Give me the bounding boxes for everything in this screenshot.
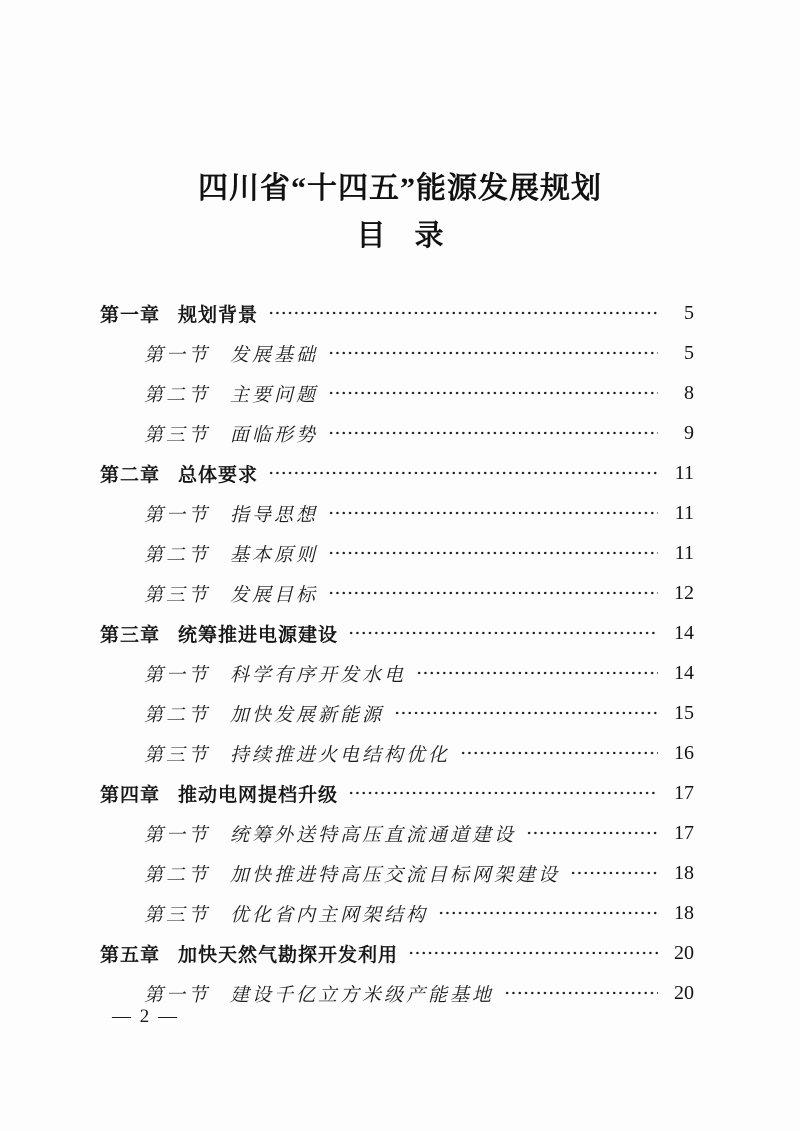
toc-heading: 目 录 bbox=[356, 220, 444, 252]
toc-page-number: 17 bbox=[674, 781, 694, 804]
toc-entry bbox=[100, 413, 694, 453]
toc-entry-title: 统筹外送特高压直流通道建设 bbox=[230, 824, 517, 846]
toc-leader-dots bbox=[504, 991, 658, 995]
toc-entry-number: 第二节 bbox=[144, 704, 211, 726]
toc-entry bbox=[100, 933, 694, 973]
toc-entry-title: 推动电网提档升级 bbox=[178, 784, 339, 806]
toc-leader-dots bbox=[268, 311, 658, 315]
toc-entry-title: 加快发展新能源 bbox=[230, 704, 385, 726]
toc-leader-dots bbox=[328, 511, 658, 515]
toc-page-number: 14 bbox=[674, 621, 694, 644]
toc-entry-title: 基本原则 bbox=[230, 544, 319, 566]
toc-leader-dots bbox=[394, 711, 658, 715]
toc-entry-number: 第二节 bbox=[144, 864, 211, 886]
toc-entry-number: 第三节 bbox=[144, 744, 211, 766]
toc-page-number: 11 bbox=[674, 501, 694, 524]
toc-entry-title: 指导思想 bbox=[230, 504, 319, 526]
toc-leader-dots bbox=[570, 871, 658, 875]
toc-entry bbox=[100, 573, 694, 613]
toc-page-number: 9 bbox=[684, 421, 694, 444]
toc-entry bbox=[100, 693, 694, 733]
toc-entry-title: 建设千亿立方米级产能基地 bbox=[230, 984, 495, 1006]
toc-entry-number: 第一章 bbox=[100, 304, 161, 326]
toc-leader-dots bbox=[328, 551, 658, 555]
toc-entry bbox=[100, 533, 694, 573]
toc-leader-dots bbox=[438, 911, 658, 915]
toc-entry-title: 持续推进火电结构优化 bbox=[230, 744, 451, 766]
toc-entry-title: 加快天然气勘探开发利用 bbox=[178, 944, 399, 966]
toc-entry-title: 规划背景 bbox=[178, 304, 259, 326]
toc-entry bbox=[100, 333, 694, 373]
page-footer-number: — 2 — bbox=[112, 1006, 179, 1027]
toc-entry-number: 第一节 bbox=[144, 504, 211, 526]
toc-page-number: 11 bbox=[674, 461, 694, 484]
toc-page-number: 5 bbox=[684, 341, 694, 364]
toc-page-number: 16 bbox=[674, 741, 694, 764]
toc-leader-dots bbox=[268, 471, 658, 475]
toc-entry-title: 优化省内主网架结构 bbox=[230, 904, 429, 926]
toc-leader-dots bbox=[328, 431, 658, 435]
toc-entry bbox=[100, 973, 694, 1013]
toc-entry-number: 第三节 bbox=[144, 424, 211, 446]
toc-leader-dots bbox=[328, 591, 658, 595]
document-title: 四川省“十四五”能源发展规划 bbox=[198, 172, 602, 205]
toc-entry bbox=[100, 653, 694, 693]
toc-page-number: 17 bbox=[674, 821, 694, 844]
toc-page-number: 15 bbox=[674, 701, 694, 724]
toc-entry bbox=[100, 813, 694, 853]
toc-page-number: 20 bbox=[674, 941, 694, 964]
toc-leader-dots bbox=[328, 351, 658, 355]
toc-page-number: 8 bbox=[684, 381, 694, 404]
toc-entry-number: 第一节 bbox=[144, 824, 211, 846]
toc-entry bbox=[100, 773, 694, 813]
toc-entry-title: 面临形势 bbox=[230, 424, 319, 446]
toc-entry bbox=[100, 893, 694, 933]
toc-page-number: 20 bbox=[674, 981, 694, 1004]
toc-entry bbox=[100, 293, 694, 333]
toc-entry-number: 第五章 bbox=[100, 944, 161, 966]
toc-entry bbox=[100, 373, 694, 413]
toc-entry-number: 第四章 bbox=[100, 784, 161, 806]
toc-entry bbox=[100, 733, 694, 773]
toc-entry-number: 第三节 bbox=[144, 904, 211, 926]
toc-list bbox=[100, 293, 694, 1013]
toc-entry-number: 第二节 bbox=[144, 544, 211, 566]
toc-leader-dots bbox=[526, 831, 658, 835]
toc-entry-number: 第一节 bbox=[144, 344, 211, 366]
toc-leader-dots bbox=[348, 791, 658, 795]
toc-entry-number: 第一节 bbox=[144, 664, 211, 686]
toc-entry-number: 第一节 bbox=[144, 984, 211, 1006]
toc-leader-dots bbox=[328, 391, 658, 395]
toc-entry bbox=[100, 853, 694, 893]
toc-entry-number: 第三章 bbox=[100, 624, 161, 646]
toc-entry-title: 主要问题 bbox=[230, 384, 319, 406]
toc-leader-dots bbox=[416, 671, 658, 675]
toc-entry-title: 科学有序开发水电 bbox=[230, 664, 407, 686]
toc-entry-number: 第二章 bbox=[100, 464, 161, 486]
toc-page-number: 14 bbox=[674, 661, 694, 684]
toc-entry-number: 第三节 bbox=[144, 584, 211, 606]
toc-leader-dots bbox=[408, 951, 658, 955]
toc-entry bbox=[100, 613, 694, 653]
toc-entry-title: 发展基础 bbox=[230, 344, 319, 366]
toc-leader-dots bbox=[348, 631, 658, 635]
toc-entry-title: 总体要求 bbox=[178, 464, 259, 486]
toc-entry bbox=[100, 493, 694, 533]
toc-page-number: 12 bbox=[674, 581, 694, 604]
toc-entry-title: 统筹推进电源建设 bbox=[178, 624, 339, 646]
toc-page-number: 11 bbox=[674, 541, 694, 564]
toc-entry-title: 加快推进特高压交流目标网架建设 bbox=[230, 864, 561, 886]
toc-page-number: 18 bbox=[674, 901, 694, 924]
toc-page-number: 5 bbox=[684, 301, 694, 324]
toc-leader-dots bbox=[460, 751, 658, 755]
toc-entry-number: 第二节 bbox=[144, 384, 211, 406]
toc-page-number: 18 bbox=[674, 861, 694, 884]
toc-entry bbox=[100, 453, 694, 493]
toc-entry-title: 发展目标 bbox=[230, 584, 319, 606]
